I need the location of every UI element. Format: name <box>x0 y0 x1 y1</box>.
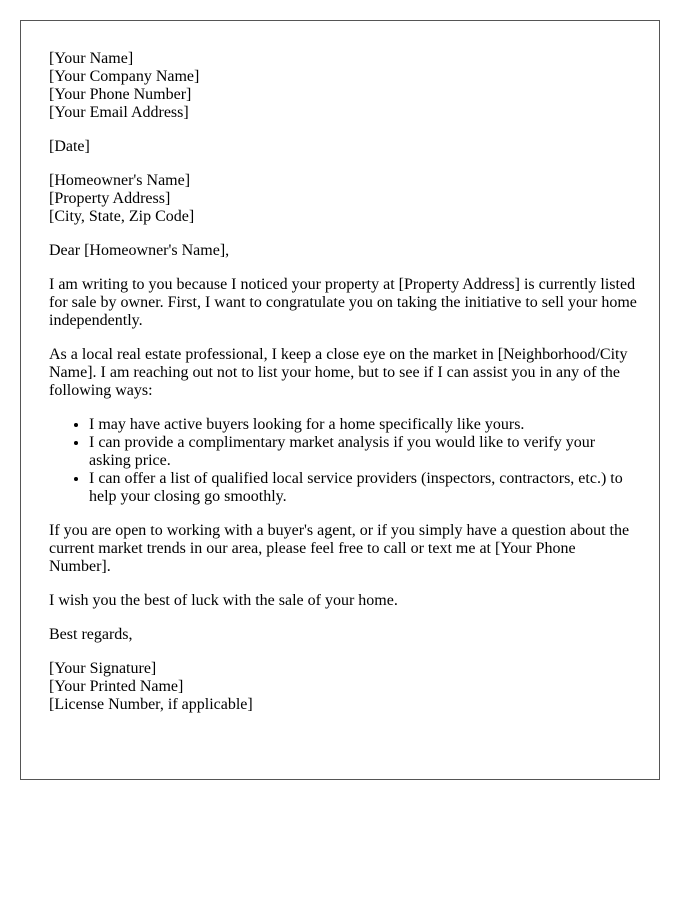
closing: Best regards, <box>49 626 133 643</box>
paragraph-offer: As a local real estate professional, I keep a close eye on the market in [Neighborhood/City Name]. I am reaching out not to list your home, but to see if I can assist you in any of the following ways: <box>49 346 628 399</box>
assistance-list <box>49 416 639 506</box>
paragraph-contact: If you are open to working with a buyer's agent, or if you simply have a question about the current market trends in our area, please feel free to call or text me at [Your Phone Number]. <box>49 522 630 575</box>
date-block <box>49 138 639 156</box>
sender-phone: [Your Phone Number] <box>49 86 192 103</box>
sender-email: [Your Email Address] <box>49 104 189 121</box>
letter-content <box>49 50 639 730</box>
sender-company: [Your Company Name] <box>49 68 200 85</box>
letter-page <box>20 20 660 780</box>
signature-block <box>49 660 639 714</box>
list-item: • I can offer a list of qualified local service providers (inspectors, contractors, etc.) to help your closing go smoothly. <box>89 470 639 506</box>
salutation: Dear [Homeowner's Name], <box>49 242 230 259</box>
paragraph-wishes: I wish you the best of luck with the sale of your home. <box>49 592 398 609</box>
list-item: • I can provide a complimentary market analysis if you would like to verify your asking price. <box>89 434 639 470</box>
license-number: [License Number, if applicable] <box>49 696 253 713</box>
recipient-block <box>49 172 639 226</box>
recipient-name: [Homeowner's Name] <box>49 172 191 189</box>
recipient-address: [Property Address] <box>49 190 171 207</box>
sender-name: [Your Name] <box>49 50 134 67</box>
printed-name: [Your Printed Name] <box>49 678 184 695</box>
sender-block <box>49 50 639 122</box>
recipient-city-state-zip: [City, State, Zip Code] <box>49 208 195 225</box>
signature-line: [Your Signature] <box>49 660 157 677</box>
list-item: • I may have active buyers looking for a home specifically like yours. <box>89 416 639 434</box>
paragraph-intro: I am writing to you because I noticed your property at [Property Address] is currently listed for sale by owner. First, I want to congratulate you on taking the initiative to sell your home independently. <box>49 276 637 329</box>
letter-date: [Date] <box>49 138 90 155</box>
